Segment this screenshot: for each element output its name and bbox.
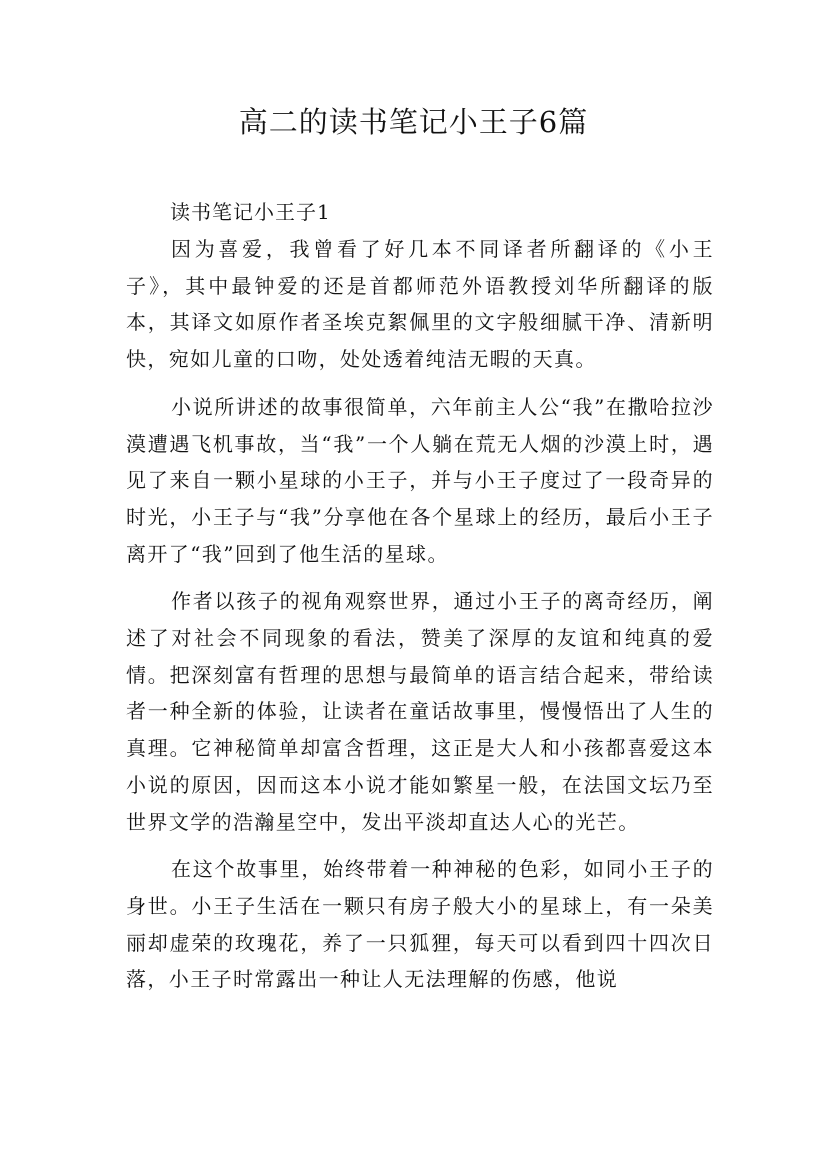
document-body: [126, 231, 714, 1009]
section-heading: 读书笔记小王子1: [170, 200, 331, 224]
document-title: 高二的读书笔记小王子6篇: [238, 105, 589, 139]
paragraph-4: 在这个故事里，始终带着一种神秘的色彩，如同小王子的身世。小王子生活在一颗只有房子般大小的星球上，有一朵美丽却虚荣的玫瑰花，养了一只狐狸，每天可以看到四十四次日落，小王子时常露出一种让人无法理解的伤感，他说: [126, 857, 714, 992]
paragraph-1: 因为喜爱，我曾看了好几本不同译者所翻译的《小王子》，其中最钟爱的还是首都师范外语教授刘华所翻译的版本，其译文如原作者圣埃克絮佩里的文字般细腻干净、清新明快，宛如儿童的口吻，处处透着纯洁无暇的天真。: [126, 237, 714, 372]
paragraph-3: 作者以孩子的视角观察世界，通过小王子的离奇经历，阐述了对社会不同现象的看法，赞美了深厚的友谊和纯真的爱情。把深刻富有哲理的思想与最简单的语言结合起来，带给读者一种全新的体验，让读者在童话故事里，慢慢悟出了人生的真理。它神秘简单却富含哲理，这正是大人和小孩都喜爱这本小说的原因，因而这本小说才能如繁星一般，在法国文坛乃至世界文学的浩瀚星空中，发出平淡却直达人心的光芒。: [126, 589, 714, 834]
paragraph-2: 小说所讲述的故事很简单，六年前主人公“我”在撒哈拉沙漠遭遇飞机事故，当“我”一个人躺在荒无人烟的沙漠上时，遇见了来自一颗小星球的小王子，并与小王子度过了一段奇异的时光，小王子与“我”分享他在各个星球上的经历，最后小王子离开了“我”回到了他生活的星球。: [126, 394, 714, 566]
